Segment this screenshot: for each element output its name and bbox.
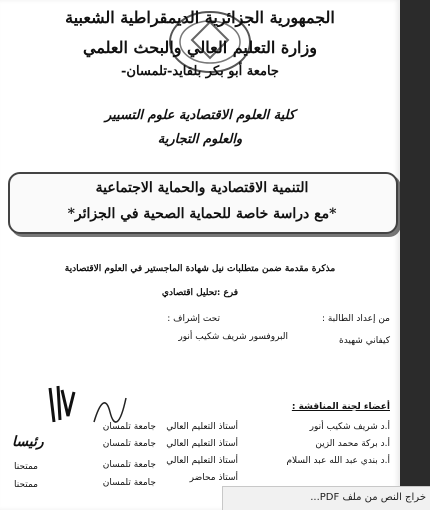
committee-heading: أعضاء لجنة المناقشة : [291, 402, 390, 412]
committee-member-rank: أستاذ التعليم العالي [166, 439, 238, 449]
committee-member-univ: جامعة تلمسان [102, 422, 156, 432]
faculty-line2: والعلوم التجارية [157, 132, 243, 147]
faculty-line1: كلية العلوم الاقتصادية علوم التسيير [104, 108, 296, 123]
student-name: كيفاني شهيدة [338, 336, 390, 346]
committee-member-univ: جامعة تلمسان [102, 478, 156, 488]
memo-branch: فرع :تحليل اقتصادي [161, 288, 239, 298]
handwritten-signature [44, 382, 80, 430]
memo-description: مذكرة مقدمة ضمن متطلبات نيل شهادة الماجستير في العلوم الاقتصادية [64, 264, 336, 274]
committee-member-role: ممتحنا [14, 480, 39, 490]
committee-member-role: رئيسا [12, 434, 44, 450]
header-republic: الجمهورية الجزائرية الديمقراطية الشعبية [65, 8, 335, 27]
header-ministry: وزارة التعليم العالي والبحث العلمي [83, 38, 317, 57]
supervisor-name: البروفسور شريف شكيب أنور [178, 332, 288, 342]
committee-member-name: أ.د بركة محمد الزين [315, 439, 390, 449]
pdf-extraction-status-toast [222, 486, 430, 510]
thesis-title-line2: *مع دراسة خاصة للحماية الصحية في الجزائر* [67, 206, 337, 222]
committee-member-name: أ.د بندي عبد الله عبد السلام [286, 456, 390, 466]
student-label: من إعداد الطالبة : [321, 314, 390, 324]
supervisor-label: تحت إشراف : [167, 314, 220, 324]
status-text: خراج النص من ملف PDF... [310, 492, 426, 503]
committee-member-role: ممتحنا [14, 462, 39, 472]
committee-member-name: أ.د شريف شكيب أنور [309, 422, 390, 432]
committee-member-rank: أستاذ محاضر [189, 473, 238, 483]
header-university: جامعة أبو بكر بلقايد-تلمسان- [121, 64, 279, 79]
thesis-title-line1: التنمية الاقتصادية والحماية الاجتماعية [95, 180, 309, 196]
committee-member-univ: جامعة تلمسان [102, 439, 156, 449]
committee-member-univ: جامعة تلمسان [102, 460, 156, 470]
committee-member-rank: أستاذ التعليم العالي [166, 456, 238, 466]
committee-member-rank: أستاذ التعليم العالي [166, 422, 238, 432]
viewer-side-panel [400, 0, 430, 510]
handwritten-signature [90, 392, 130, 428]
